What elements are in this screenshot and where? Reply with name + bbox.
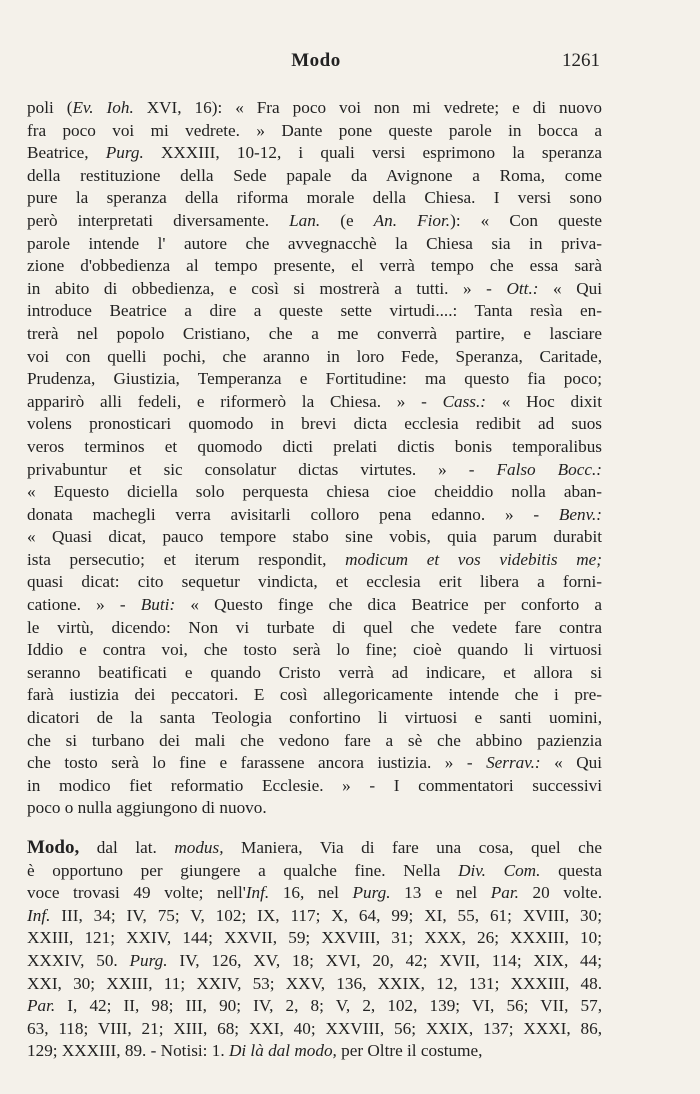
text-line: [27, 927, 602, 950]
text-line: [27, 165, 602, 188]
text-span: IV, 126, XV, 18; XVI, 20, 42; XVII, 114; XIX, 44;: [167, 950, 603, 970]
text-span: XXXIV, 50.: [27, 950, 130, 970]
italic-text: Falso Bocc.:: [496, 459, 602, 479]
text-line: [27, 346, 602, 369]
text-line: [27, 797, 602, 820]
text-line: [27, 278, 602, 301]
text-span: seranno beatificati e quando Cristo verrà ad indicare, et allora si: [27, 662, 602, 682]
text-span: della restituzione della Sede papale da Avignone a Roma, come: [27, 165, 602, 185]
italic-text: Inf.: [27, 905, 51, 925]
text-span: XXI, 30; XXIII, 11; XXIV, 53; XXV, 136, XXIX, 12, 131; XXXIII, 48.: [27, 973, 602, 993]
text-line: [27, 1018, 602, 1041]
text-span: voce trovasi 49 volte; nell': [27, 883, 246, 903]
text-line: [27, 459, 602, 482]
body-text: [27, 97, 602, 1063]
italic-text: An. Fior.: [373, 210, 451, 230]
text-span: « Questo finge che dica Beatrice per conforto a: [175, 595, 602, 615]
text-span: voi con quelli pochi, che aranno in loro Fede, Speranza, Caritade,: [27, 346, 602, 366]
italic-text: Div. Com.: [458, 860, 541, 880]
italic-text: Par.: [27, 996, 56, 1016]
text-line: [27, 617, 602, 640]
text-line: [27, 594, 602, 617]
text-line: [27, 973, 602, 996]
text-line: [27, 255, 602, 278]
text-line: [27, 391, 602, 414]
text-span: « Equesto diciella solo perquesta chiesa cioe cheiddio nolla aban-: [27, 482, 602, 502]
text-span: poco o nulla aggiungono di nuovo.: [27, 798, 267, 818]
text-line: [27, 97, 602, 120]
italic-text: Cass.:: [442, 391, 487, 411]
text-span: privabuntur et sic consolatur dictas virtutes. » -: [27, 459, 497, 479]
text-span: poli (: [27, 98, 73, 117]
text-span: I, 42; II, 98; III, 90; IV, 2, 8; V, 2, 102, 139; VI, 56; VII, 57,: [55, 996, 602, 1016]
text-line: [27, 1040, 602, 1063]
text-span: 16, nel: [269, 883, 353, 903]
running-header: [0, 50, 700, 72]
text-line: [27, 684, 602, 707]
page-number: 1261: [562, 50, 600, 71]
italic-text: modus,: [174, 838, 224, 857]
text-span: in abito di obbedienza, e così si mostrerà a tutti. » -: [27, 278, 507, 298]
text-span: farà iustizia dei peccatori. E così allegoricamente intende che i pre-: [27, 685, 602, 705]
text-line: [27, 995, 602, 1018]
italic-text: Di là dal modo,: [228, 1041, 337, 1061]
text-span: « Qui: [540, 753, 602, 773]
text-span: « Hoc dixit: [486, 391, 602, 411]
text-span: dal lat.: [79, 838, 175, 857]
text-span: zione d'obbedienza al tempo presente, el verrà tempo che essa sarà: [27, 256, 602, 276]
text-span: 63, 118; VIII, 21; XIII, 68; XXI, 40; XXVIII, 56; XXIX, 137; XXXI, 86,: [27, 1018, 602, 1038]
text-line: [27, 233, 602, 256]
text-line: [27, 730, 602, 753]
text-line: [27, 368, 602, 391]
text-span: che tosto serà lo fine e farassene ancora iustizia. » -: [27, 753, 487, 773]
text-line: [27, 837, 602, 860]
text-span: per Oltre il costume,: [336, 1041, 483, 1061]
text-span: fra poco voi mi vedrete. » Dante pone queste parole in bocca a: [27, 120, 602, 140]
text-span: volens pronosticari quomodo in brevi dicta ecclesia redibit ad suos: [27, 414, 602, 434]
text-span: III, 34; IV, 75; V, 102; IX, 117; X, 64, 99; XI, 55, 61; XVIII, 30;: [50, 905, 602, 925]
text-line: [27, 860, 602, 883]
italic-text: Inf.: [245, 883, 270, 903]
text-line: [27, 549, 602, 572]
text-span: catione. » -: [27, 595, 141, 615]
text-span: ): « Con queste: [450, 210, 602, 230]
text-span: apparirò alli fedeli, e riformerò la Chiesa. » -: [27, 391, 443, 411]
text-line: [27, 300, 602, 323]
text-span: però interpretati diversamente.: [27, 210, 290, 230]
text-span: (e: [320, 210, 374, 230]
text-span: « Quasi dicat, pauco tempore stabo sine vobis, quia parum durabit: [27, 527, 602, 547]
text-line: [27, 662, 602, 685]
text-span: è opportuno per giungere a qualche fine. Nella: [27, 860, 459, 880]
text-span: pure la speranza della riforma morale della Chiesa. I versi sono: [27, 188, 602, 208]
italic-text: Ott.:: [506, 278, 539, 298]
text-span: introduce Beatrice a dire a queste sette virtudi....: Tanta resìa en-: [27, 301, 602, 321]
text-line: [27, 775, 602, 798]
text-span: donata machegli verra avisitarli colloro pena edanno. » -: [27, 504, 559, 524]
text-line: [27, 882, 602, 905]
text-span: 13 e nel: [390, 883, 491, 903]
italic-text: Par.: [490, 883, 519, 903]
text-line: [27, 950, 602, 973]
text-span: 20 volte.: [518, 883, 602, 903]
text-line: [27, 323, 602, 346]
text-span: XXXIII, 10-12, i quali versi esprimono la speranza: [143, 143, 602, 163]
headword: Modo,: [27, 837, 80, 858]
italic-text: Benv.:: [558, 504, 602, 524]
text-line: [27, 187, 602, 210]
text-span: « Qui: [538, 278, 603, 298]
text-span: Maniera, Via di fare una cosa, quel che: [223, 838, 602, 857]
text-line: [27, 905, 602, 928]
text-line: [27, 413, 602, 436]
italic-text: Ev. Ioh.: [72, 98, 134, 117]
text-span: veros terminos et quomodo dicti prelati dictis bonis temporalibus: [27, 436, 602, 456]
text-line: [27, 707, 602, 730]
text-line: [27, 210, 602, 233]
text-span: XXIII, 121; XXIV, 144; XXVII, 59; XXVIII, 31; XXX, 26; XXXIII, 10;: [27, 928, 602, 948]
italic-text: Purg.: [352, 883, 391, 903]
text-line: [27, 526, 602, 549]
running-title: Modo: [291, 50, 341, 71]
text-span: Iddio e contra voi, che tosto serà lo fine; cioè quando li virtuosi: [27, 640, 602, 660]
italic-text: Purg.: [105, 143, 144, 163]
text-line: [27, 436, 602, 459]
text-span: in modico fiet reformatio Ecclesie. » - I commentatori successivi: [27, 775, 602, 795]
text-span: le virtù, dicendo: Non vi turbate di quel che vedete fare contra: [27, 617, 602, 637]
italic-text: Serrav.:: [486, 753, 541, 773]
italic-text: Buti:: [140, 595, 176, 615]
italic-text: Purg.: [129, 950, 168, 970]
text-span: quasi dicat: cito sequetur vindicta, et ecclesia erit libera a forni-: [27, 572, 602, 592]
text-line: [27, 142, 602, 165]
text-line: [27, 481, 602, 504]
text-span: che si turbano dei mali che vedono fare a sè che abbino pazienzia: [27, 730, 602, 750]
text-span: parole intende l' autore che avvegnacchè la Chiesa sia in priva-: [27, 233, 602, 253]
text-line: [27, 504, 602, 527]
text-span: ista persecutio; et iterum respondit,: [27, 549, 346, 569]
italic-text: modicum et vos videbitis me;: [345, 549, 602, 569]
text-span: 129; XXXIII, 89. - Notisi: 1.: [27, 1041, 229, 1061]
text-line: [27, 639, 602, 662]
text-span: Beatrice,: [27, 143, 106, 163]
text-line: [27, 120, 602, 143]
text-line: [27, 571, 602, 594]
text-line: [27, 752, 602, 775]
text-span: XVI, 16): « Fra poco voi non mi vedrete; e di nuovo: [133, 98, 602, 117]
text-span: Prudenza, Giustizia, Temperanza e Fortitudine: ma questo fia poco;: [27, 369, 602, 389]
text-span: trerà nel popolo Cristiano, che a me converrà partire, e lasciare: [27, 323, 602, 343]
text-span: dicatori de la santa Teologia confortino li virtuosi e santi uomini,: [27, 708, 602, 728]
italic-text: Lan.: [289, 210, 321, 230]
text-span: questa: [540, 860, 602, 880]
